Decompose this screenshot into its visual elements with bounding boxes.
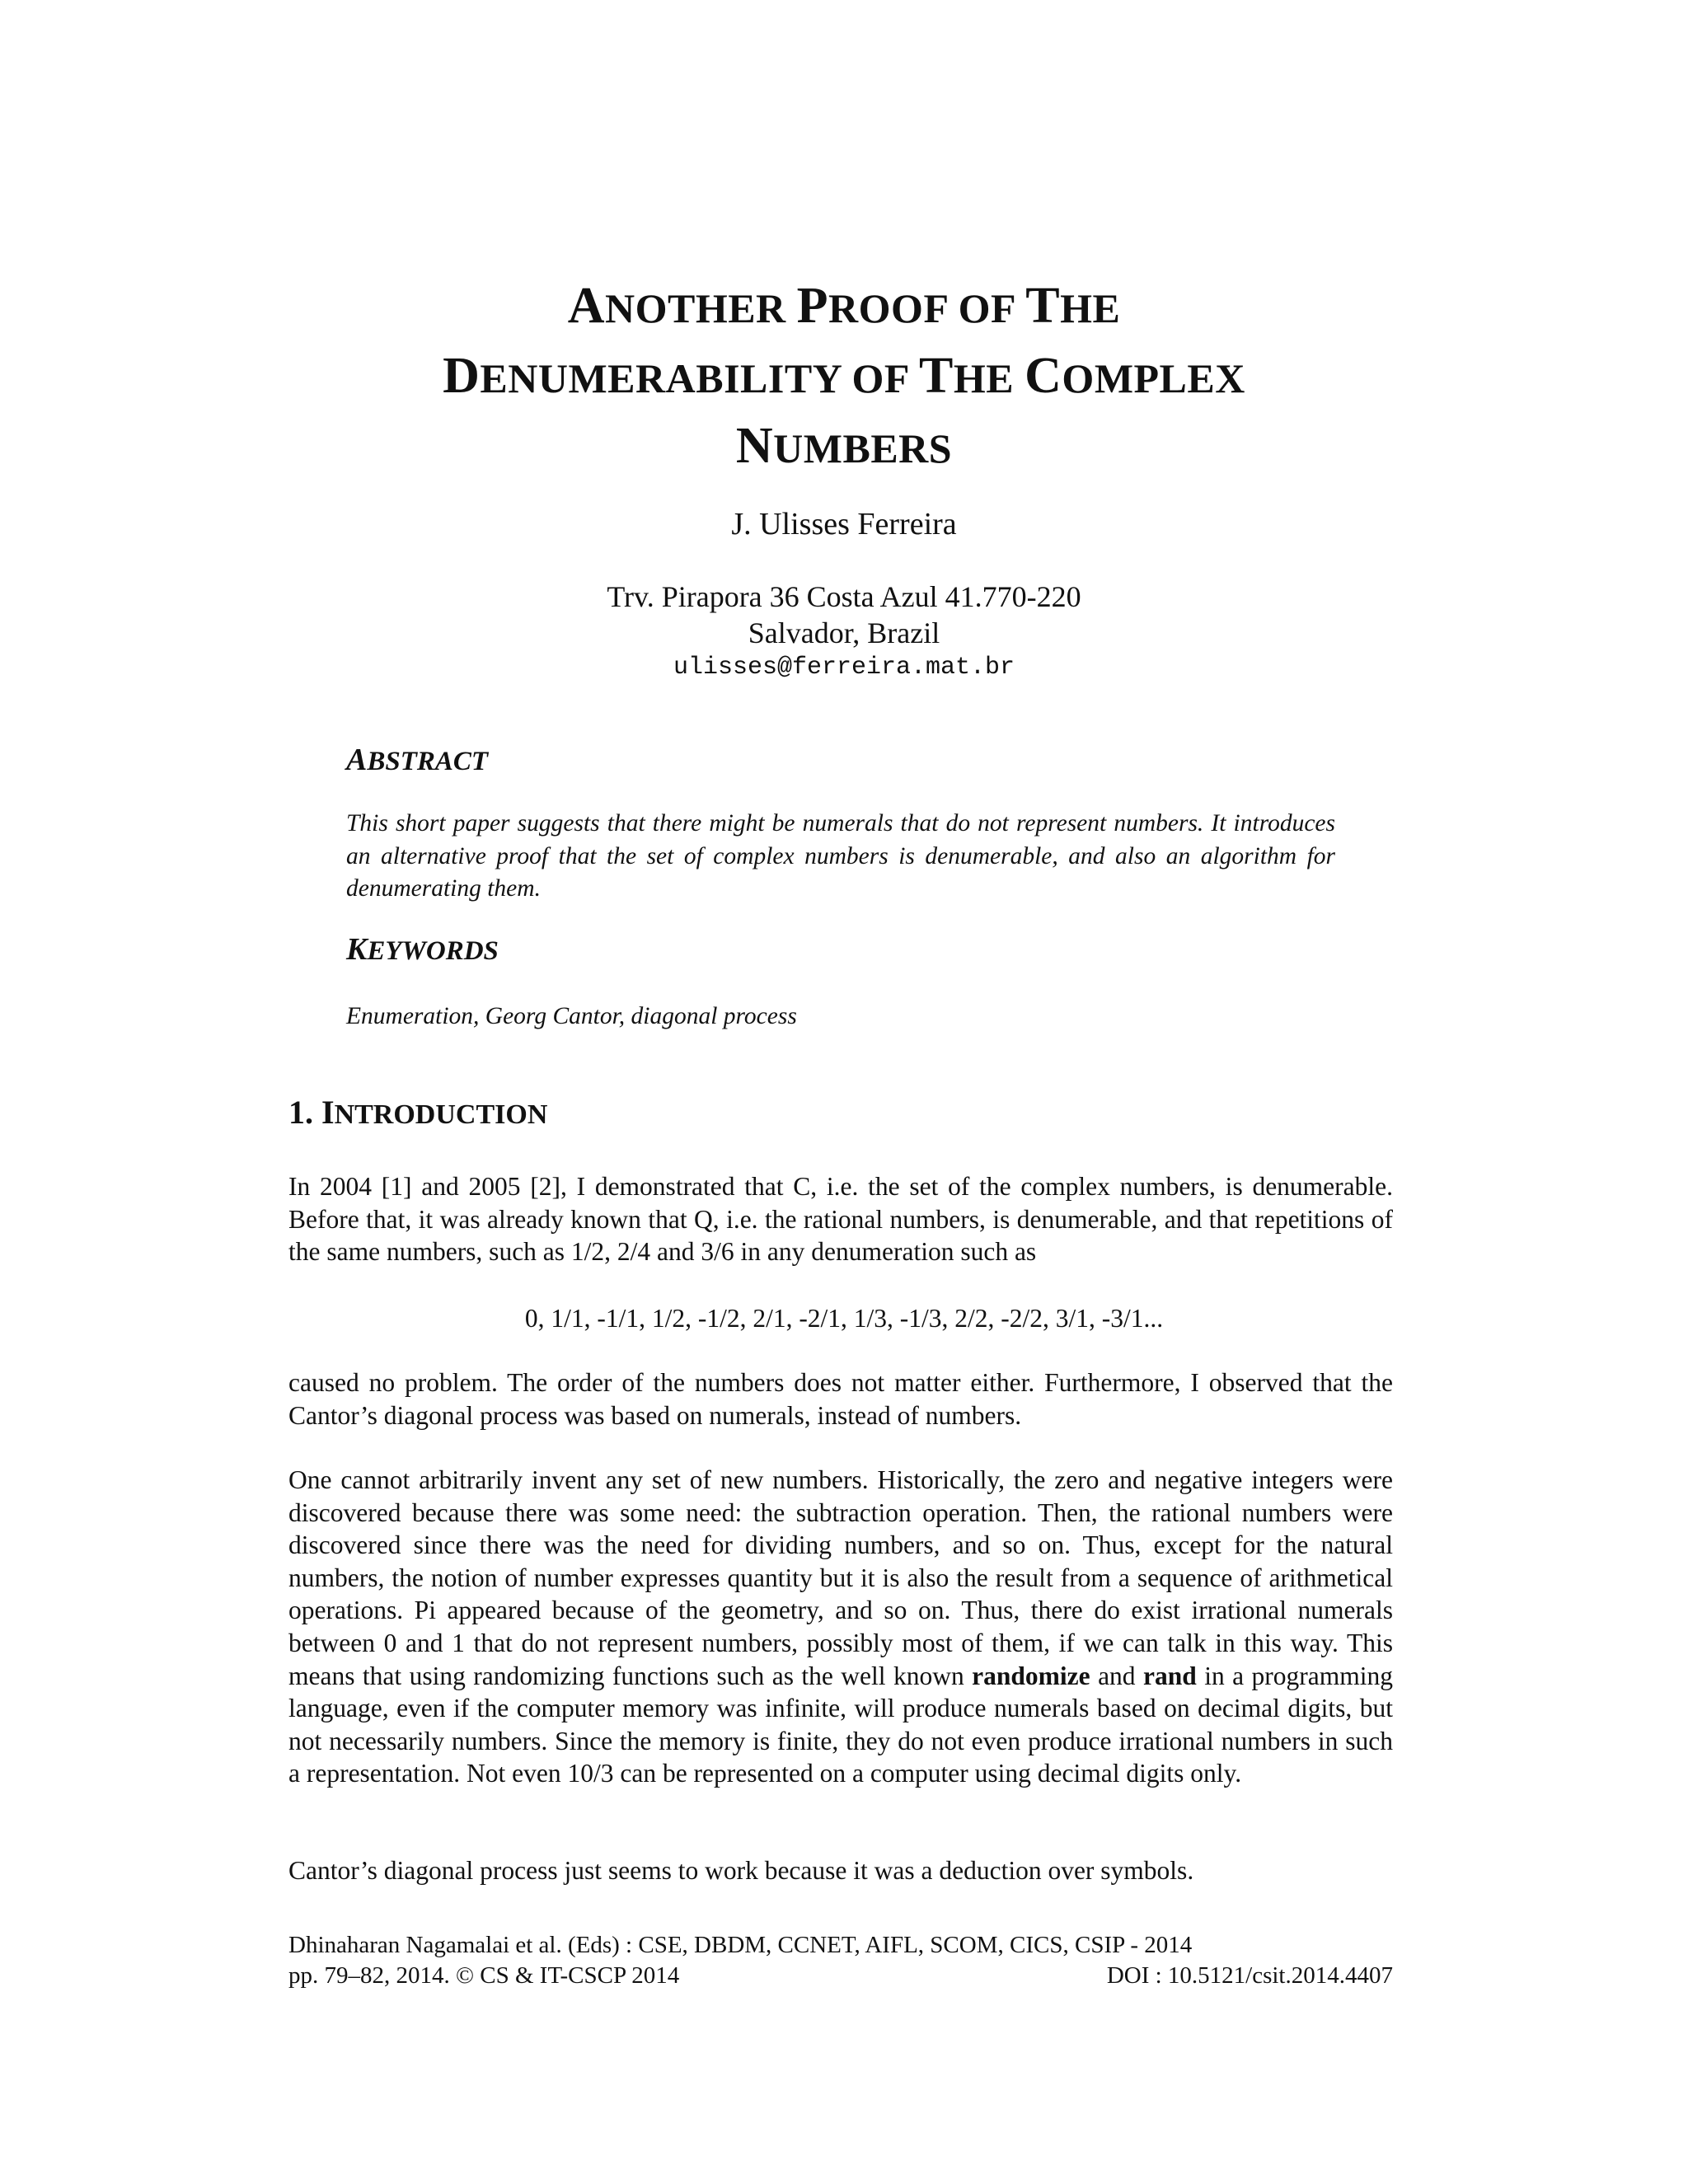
footer-pages-copyright: pp. 79–82, 2014. © CS & IT-CSCP 2014 [288,1962,680,1989]
footer-doi: DOI : 10.5121/csit.2014.4407 [1106,1962,1393,1989]
paper-title [0,272,1688,482]
abstract-heading: ABSTRACT [346,743,489,777]
intro-paragraph-1: In 2004 [1] and 2005 [2], I demonstrated that C, i.e. the set of the complex numbers, is denumerable. Before that, it was already known that Q, i.e. the rational numbers, is denumerable, and that repetitions of the same numbers, such as 1/2, 2/4 and 3/6 in any denumeration such as [288,1172,1393,1267]
affiliation-city: Salvador, Brazil [748,616,940,649]
author-email: ulisses@ferreira.mat.br [673,654,1015,682]
author-name: J. Ulisses Ferreira [731,507,957,541]
rational-sequence: 0, 1/1, -1/1, 1/2, -1/2, 2/1, -2/1, 1/3, -1/3, 2/2, -2/2, 3/1, -3/1... [524,1304,1164,1333]
intro-paragraph-2: caused no problem. The order of the numbers does not matter either. Furthermore, I observed that the Cantor’s diagonal process was based on numerals, instead of numbers. [288,1368,1393,1430]
keywords-text: Enumeration, Georg Cantor, diagonal process [346,1003,797,1029]
abstract-text: This short paper suggests that there might be numerals that do not represent numbers. It introduces an alternative proof that the set of complex numbers is denumerable, and also an algorithm for denumerating them. [346,810,1335,902]
affiliation [0,579,1688,684]
intro-paragraph-4: Cantor’s diagonal process just seems to work because it was a deduction over symbols. [288,1856,1194,1885]
randomize-keyword: randomize [972,1661,1090,1690]
title-line-3: NUMBERS [735,418,953,474]
introduction-heading: 1. INTRODUCTION [288,1094,548,1131]
title-line-1: ANOTHER PROOF OF THE [567,278,1121,334]
footer-editors: Dhinaharan Nagamalai et al. (Eds) : CSE, DBDM, CCNET, AIFL, SCOM, CICS, CSIP - 2014 [288,1932,1193,1958]
page-footer [288,1930,1393,1991]
intro-paragraph-3: One cannot arbitrarily invent any set of new numbers. Historically, the zero and negative integers were discovered because there was some need: the subtraction operation. Then, the rational numbers were discovered since there was the need for dividing numbers, and so on. Thus, except for the natural numbers, the notion of number expresses quantity but it is also the result from a sequence of arithmetical operations. Pi appeared because of the geometry, and so on. Thus, there do exist irrational numerals between 0 and 1 that do not represent numbers, possibly most of them, if we can talk in this way. This means that using randomizing functions such as the well known randomize and rand in a programming language, even if the computer memory was infinite, will produce numerals based on decimal digits, but not necessarily numbers. Since the memory is finite, they do not even produce irrational numbers in such a representation. Not even 10/3 can be represented on a computer using decimal digits only. [288,1465,1394,1788]
rand-keyword: rand [1142,1661,1197,1690]
keywords-heading: KEYWORDS [346,932,499,967]
affiliation-address: Trv. Pirapora 36 Costa Azul 41.770-220 [607,580,1081,613]
title-line-2: DENUMERABILITY OF THE COMPLEX [443,348,1245,404]
